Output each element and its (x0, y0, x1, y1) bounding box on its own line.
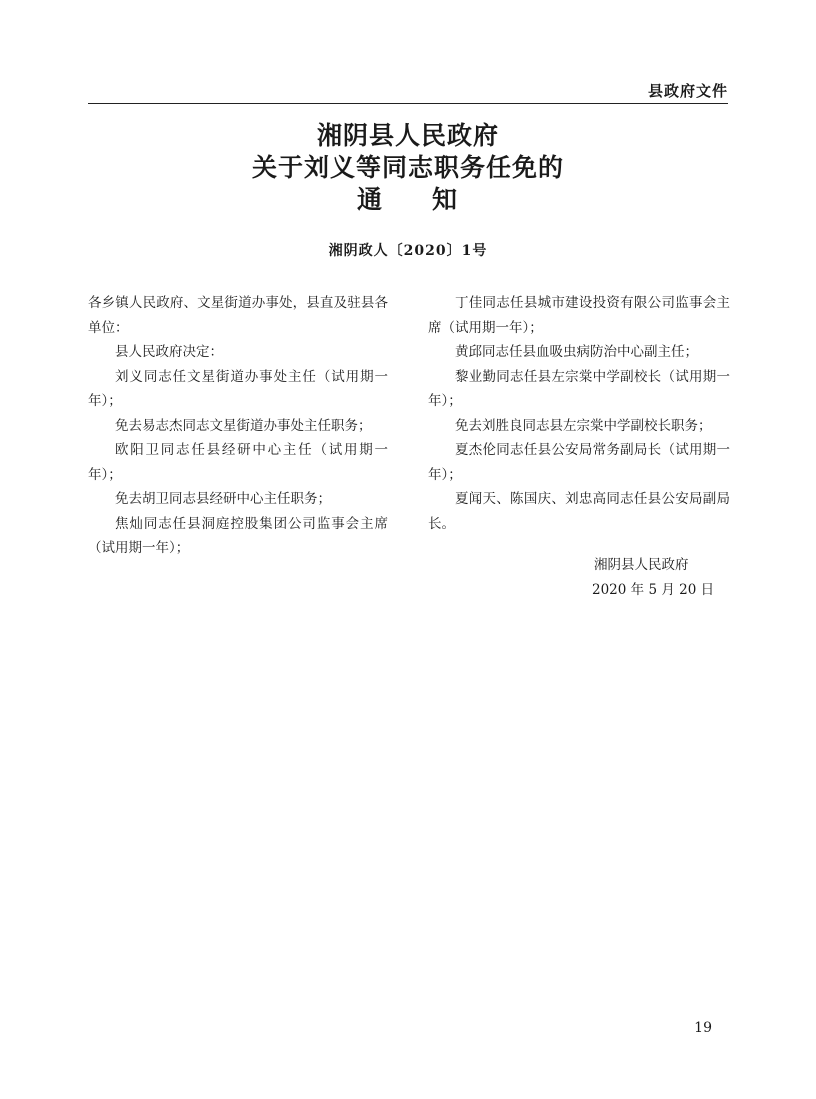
title-line-3-part-1: 通 (356, 185, 384, 214)
body-right-column (428, 291, 730, 536)
body-paragraph: 刘义同志任文星街道办事处主任（试用期一年）； (88, 368, 388, 409)
document-number: 湘阴政人〔2020〕1号 (328, 243, 488, 259)
title-line-3-part-2: 知 (432, 185, 460, 214)
body-paragraph: 免去胡卫同志县经研中心主任职务； (115, 491, 331, 507)
title-line-2: 关于刘义等同志职务任免的 (251, 153, 564, 182)
signature-block (594, 553, 714, 602)
body-paragraph: 欧阳卫同志任县经研中心主任（试用期一年）； (88, 442, 388, 483)
salutation: 各乡镇人民政府、文星街道办事处，县直及驻县各单位： (88, 295, 388, 336)
body-paragraph: 焦灿同志任县洞庭控股集团公司监事会主席（试用期一年）； (88, 515, 388, 556)
signature-date: 2020 年 5 月 20 日 (592, 581, 715, 598)
body-paragraph: 丁佳同志任县城市建设投资有限公司监事会主席（试用期一年）； (428, 295, 730, 336)
body-paragraph: 县人民政府决定： (115, 344, 223, 360)
section-header-label: 县政府文件 (647, 82, 728, 100)
header-divider (88, 103, 728, 104)
body-paragraph: 免去易志杰同志文星街道办事处主任职务； (115, 417, 372, 434)
body-left-column (88, 291, 388, 561)
body-paragraph: 免去刘胜良同志县左宗棠中学副校长职务； (455, 417, 712, 434)
body-paragraph: 夏闻天、陈国庆、刘忠高同志任县公安局副局长。 (428, 491, 730, 532)
page-number: 19 (694, 1020, 712, 1036)
body-paragraph: 黎业勤同志任县左宗棠中学副校长（试用期一年）； (428, 368, 730, 409)
document-title (0, 120, 816, 216)
body-paragraph: 夏杰伦同志任县公安局常务副局长（试用期一年）； (428, 442, 730, 483)
title-line-1: 湘阴县人民政府 (316, 121, 499, 150)
signature-issuer: 湘阴县人民政府 (594, 557, 689, 573)
title-line-3 (0, 184, 816, 216)
body-paragraph: 黄邱同志任县血吸虫病防治中心副主任； (455, 344, 698, 360)
